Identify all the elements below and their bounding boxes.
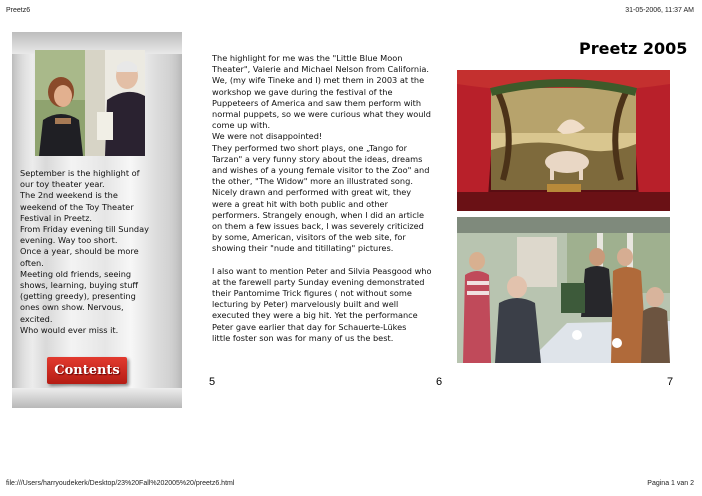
browser-header-date: 31-05-2006, 11:37 AM [625,7,694,14]
article-line: normal puppets, so we were curious what they would [212,109,431,120]
left-text-line: shows, learning, buying stuff [20,280,139,291]
left-text-line: (getting greedy), presenting [20,291,136,302]
browser-footer-page: Pagina 1 van 2 [647,480,694,487]
paragraph-gap [212,255,442,266]
page-number-6: 6 [436,376,443,388]
left-text-line: The 2nd weekend is the [20,190,118,201]
browser-header-title: Preetz6 [6,7,31,14]
left-text-line: From Friday evening till Sunday [20,224,149,235]
page-number-5: 5 [209,376,216,388]
contents-button-label: Contents [54,363,120,378]
left-text-line: ones own show. Nervous, [20,302,124,313]
article-line: executed they were a big hit. Yet the performance [212,310,418,321]
article-line: Peter gave earlier that day for Schauerte-Lükes [212,321,407,332]
article-line: and wishes of a young female visitor to the Zoo" and [212,165,430,176]
left-text-line: September is the highlight of [20,168,140,178]
left-text-line: Once a year, should be more [20,246,139,257]
article-line: Nicely drawn and performed with great wit, they [212,187,412,198]
article-line: by some, American, visitors of the web site, for [212,232,406,243]
couple-photo [35,50,145,156]
left-text-line: Who would ever miss it. [20,324,119,335]
left-text-line: our toy theater year. [20,179,105,190]
article-line: performers. Strangely enough, when I did an article [212,209,425,220]
article-line: lecturing by Peter) marvelously built and well [212,299,399,310]
article-line: on them a few issues back, I was severely criticized [212,221,424,232]
left-text-line: Festival in Preetz. [20,212,93,223]
article-line: their Pantomime Trick figures ( not without some [212,288,412,299]
article-line: the other, "The Widow" more an illustrated song. [212,176,413,187]
left-text-line: Meeting old friends, seeing [20,268,132,279]
left-text-line: weekend of the Toy Theater [20,201,134,212]
article-line: were a great hit with both public and other [212,198,388,209]
article-line: I also want to mention Peter and Silvia Peasgood who [212,265,432,276]
article-line: The highlight for me was the "Little Blue Moon [212,53,403,63]
article-line: little foster son was for many of us the best. [212,332,394,343]
article-line: We were not disappointed! [212,131,323,142]
article-line: Tarzan" a very funny story about the ideas, dreams [212,153,423,164]
article-line: at the farewell party Sunday evening demonstrated [212,276,425,287]
article-line: Puppeteers of America and saw them perform with [212,97,422,108]
page-number-7: 7 [667,376,674,388]
left-text-line: excited. [20,313,53,324]
article-line: Theater", Valerie and Michael Nelson from California. [212,64,430,75]
left-text-line: often. [20,257,44,268]
article-line: showing their "nude and titillating" pictures. [212,243,394,254]
left-intro-text [20,168,168,336]
article-line: workshop we gave during the festival of the [212,86,393,97]
article-line: We, (my wife Tineke and I) met them in 2003 at the [212,75,425,86]
article-line: come up with. [212,120,271,131]
left-text-line: evening. Way too short. [20,235,118,246]
article-line: They performed two short plays, one „Tango for [212,142,408,153]
page-title: Preetz 2005 [579,39,688,58]
toy-theater-stage-photo [457,70,670,211]
farewell-party-photo [457,217,670,363]
article-text [212,53,442,344]
contents-button[interactable] [47,357,127,384]
browser-footer-url: file:///Users/harryoudekerk/Desktop/23%20Fall%202005%20/preetz6.html [6,480,235,487]
